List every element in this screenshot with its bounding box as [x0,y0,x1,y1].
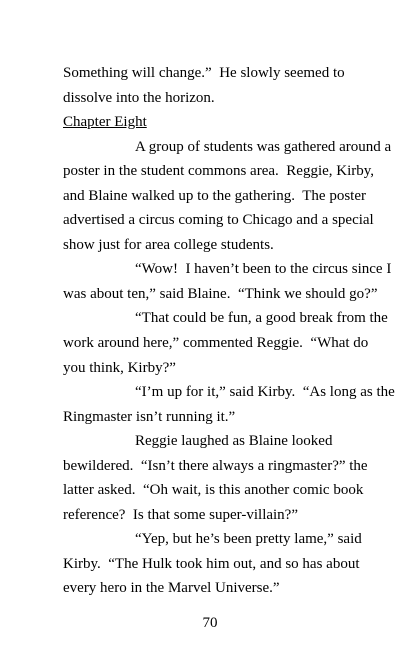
text-line: Ringmaster isn’t running it.” [63,408,236,425]
text-line: dissolve into the horizon. [63,89,215,106]
page-number: 70 [202,615,218,631]
chapter-text [63,61,395,601]
chapter-heading: Chapter Eight [63,114,147,131]
text-line: was about ten,” said Blaine. “Think we should go?” [63,285,378,302]
text-line: A group of students was gathered around a [135,138,392,155]
text-line: poster in the student commons area. Reggie, Kirby, [63,163,375,180]
text-line: work around here,” commented Reggie. “What do [63,335,369,352]
text-line: latter asked. “Oh wait, is this another comic book [63,482,364,499]
text-line: show just for area college students. [63,236,274,253]
text-line: you think, Kirby?” [63,359,176,376]
text-line: every hero in the Marvel Universe.” [63,580,280,597]
text-line: bewildered. “Isn’t there always a ringmaster?” the [63,457,368,474]
text-line: “That could be fun, a good break from the [135,310,388,327]
text-line: and Blaine walked up to the gathering. The poster [63,187,366,204]
text-line: advertised a circus coming to Chicago and a special [63,212,374,229]
text-line: Reggie laughed as Blaine looked [135,433,333,450]
text-line: reference? Is that some super-villain?” [63,506,298,523]
text-line: Something will change.” He slowly seemed to [63,65,345,81]
text-line: “I’m up for it,” said Kirby. “As long as the [135,384,395,401]
text-line: “Yep, but he’s been pretty lame,” said [135,531,362,548]
text-line: “Wow! I haven’t been to the circus since I [135,261,392,278]
text-line: Kirby. “The Hulk took him out, and so has about [63,555,360,572]
